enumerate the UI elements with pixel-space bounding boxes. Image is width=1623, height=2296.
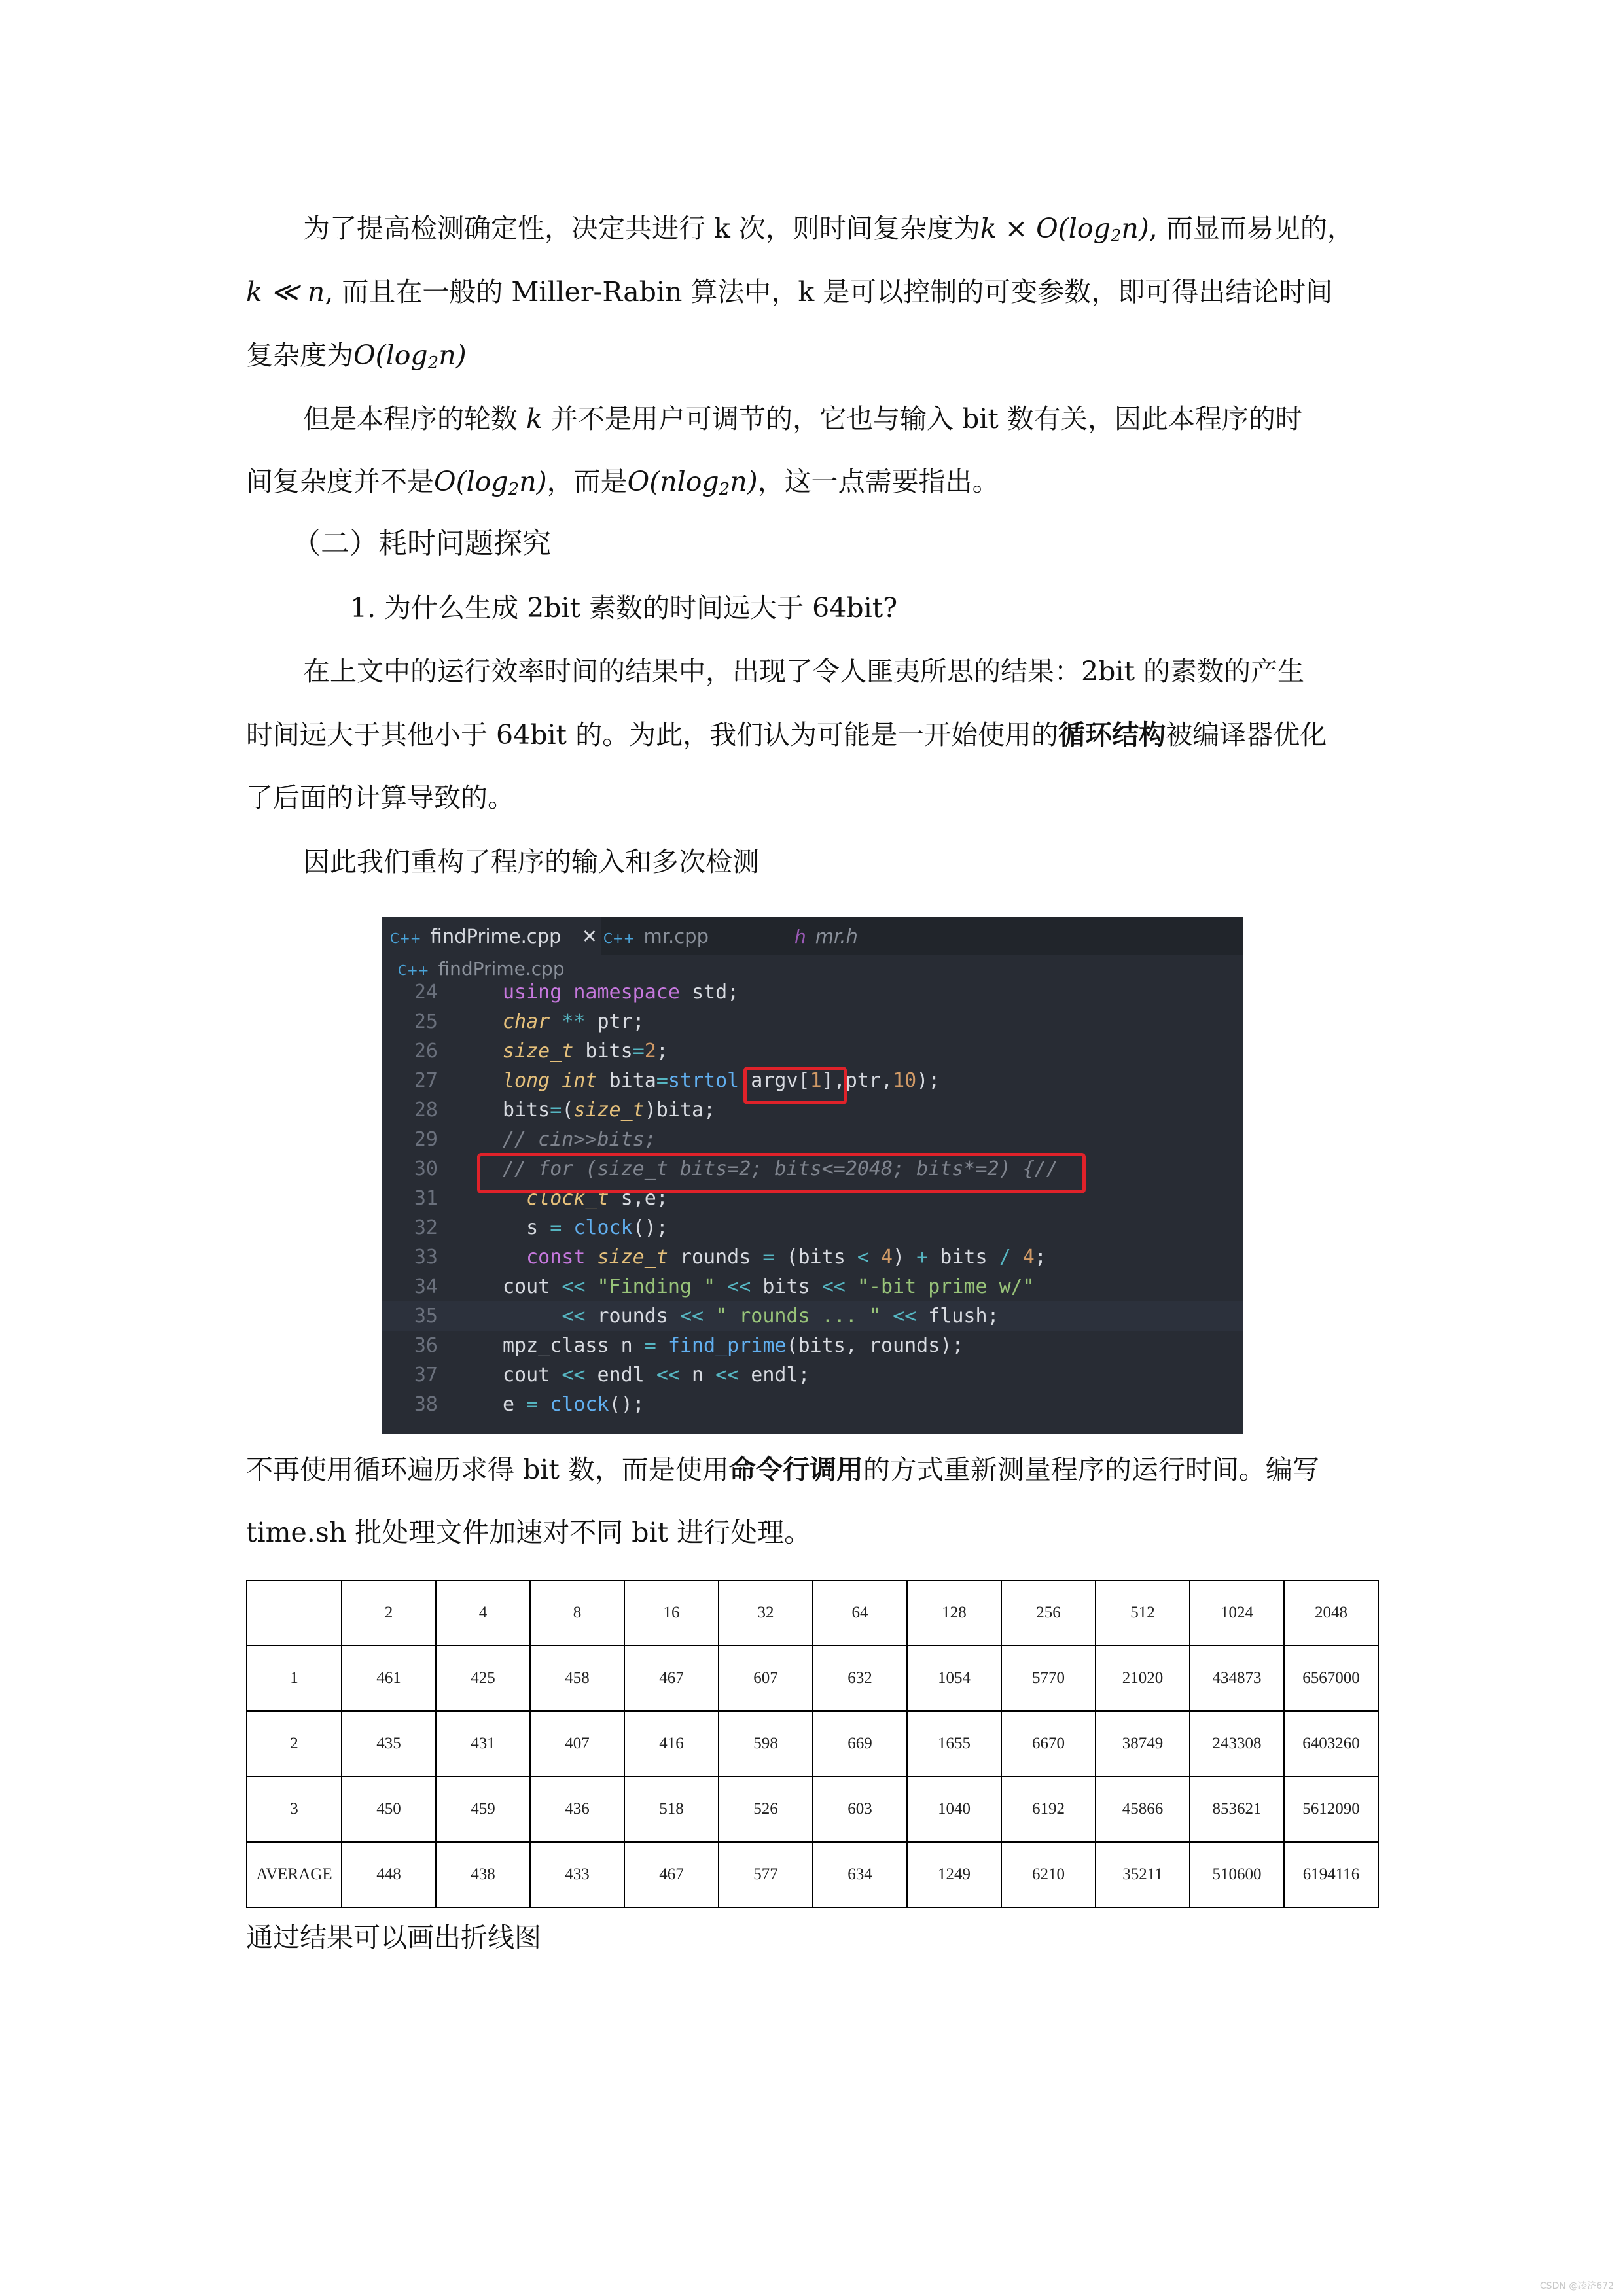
paragraph-line-2 <box>246 276 1378 308</box>
paragraph-line-8: 了后面的计算导致的。 <box>246 782 514 813</box>
table-header-cell: 512 <box>1096 1580 1190 1646</box>
table-row-label: 2 <box>247 1711 342 1776</box>
code-line: 32 s = clock(); <box>414 1216 668 1239</box>
table-cell: 434873 <box>1190 1646 1284 1711</box>
tab-label: findPrime.cpp <box>430 925 562 947</box>
text-segment: ，而是 <box>546 466 628 497</box>
highlight-box-for-loop <box>477 1153 1086 1193</box>
table-cell: 6192 <box>1001 1776 1096 1842</box>
text-segment: 时间远大于其他小于 64bit 的。为此，我们认为可能是一开始使用的 <box>246 719 1059 751</box>
code-line: 38 e = clock(); <box>414 1393 645 1416</box>
bold-term: 循环结构 <box>1058 719 1166 751</box>
table-cell: 450 <box>342 1776 436 1842</box>
table-row <box>247 1776 1378 1842</box>
highlight-box-argv <box>743 1067 847 1104</box>
table-header-cell: 8 <box>530 1580 624 1646</box>
tab-mr-h[interactable] <box>794 917 925 955</box>
table-header-cell: 64 <box>813 1580 907 1646</box>
table-cell: 416 <box>624 1711 719 1776</box>
table-row <box>247 1711 1378 1776</box>
table-cell: 407 <box>530 1711 624 1776</box>
table-cell: 1249 <box>907 1842 1001 1907</box>
table-cell: 634 <box>813 1842 907 1907</box>
table-cell: 603 <box>813 1776 907 1842</box>
tab-label: mr.cpp <box>643 925 709 947</box>
text-segment: , 而且在一般的 Miller-Rabin 算法中，k 是可以控制的可变参数，即可得出结论时间 <box>325 276 1333 308</box>
paragraph-line-3 <box>246 340 1378 379</box>
table-cell: 6670 <box>1001 1711 1096 1776</box>
table-header-cell: 256 <box>1001 1580 1096 1646</box>
text-segment: 但是本程序的轮数 <box>303 403 527 434</box>
text-segment: 被编译器优化 <box>1166 719 1327 751</box>
code-line: 35 << rounds << " rounds ... " << flush; <box>382 1301 1243 1331</box>
table-header-cell: 4 <box>436 1580 530 1646</box>
table-row-label: 1 <box>247 1646 342 1711</box>
tab-findprime[interactable] <box>382 917 601 955</box>
table-cell: 669 <box>813 1711 907 1776</box>
code-line: 30 // for (size_t bits=2; bits<=2048; bits*=2) {// <box>414 1157 1058 1180</box>
table-cell: 6403260 <box>1284 1711 1378 1776</box>
header-file-icon: h <box>794 926 806 947</box>
table-header-cell: 2 <box>342 1580 436 1646</box>
paragraph-line-7 <box>246 719 1378 751</box>
table-cell: 438 <box>436 1842 530 1907</box>
table-cell: 35211 <box>1096 1842 1190 1907</box>
text-segment: 间复杂度并不是 <box>246 466 434 497</box>
table-cell: 6567000 <box>1284 1646 1378 1711</box>
code-line: 24 using namespace std; <box>414 981 740 1004</box>
complexity-formula: $O(\log_2n)$ <box>434 466 547 499</box>
table-cell: 425 <box>436 1646 530 1711</box>
table-cell: 467 <box>624 1842 719 1907</box>
table-cell: 632 <box>813 1646 907 1711</box>
paragraph-line-4 <box>303 403 1435 434</box>
paragraph-line-5 <box>246 466 1378 505</box>
complexity-formula: O(nlog$_2$n) <box>627 466 758 499</box>
table-row-label: AVERAGE <box>247 1842 342 1907</box>
table-row <box>247 1646 1378 1711</box>
tab-mr-cpp[interactable] <box>603 917 774 955</box>
code-line: 27 long int bita=strtol(argv[1],ptr,10); <box>414 1069 940 1092</box>
text-segment: 的方式重新测量程序的运行时间。编写 <box>863 1454 1319 1485</box>
table-header-cell: 32 <box>719 1580 813 1646</box>
table-cell: 467 <box>624 1646 719 1711</box>
table-header-cell: 128 <box>907 1580 1001 1646</box>
bold-term: 命令行调用 <box>728 1454 863 1485</box>
text-segment: 并不是用户可调节的，它也与输入 bit 数有关，因此本程序的时 <box>542 403 1302 434</box>
paragraph-line-12: 通过结果可以画出折线图 <box>246 1922 541 1953</box>
complexity-formula: $k \times O(\log_2n)$ <box>980 213 1149 246</box>
paragraph-line-10 <box>246 1454 1378 1485</box>
paragraph-line-1 <box>303 213 1435 252</box>
table-header-cell: 2048 <box>1284 1580 1378 1646</box>
code-line: 29 // cin>>bits; <box>414 1128 656 1151</box>
code-line: 37 cout << endl << n << endl; <box>414 1364 810 1386</box>
table-cell: 5770 <box>1001 1646 1096 1711</box>
table-cell: 518 <box>624 1776 719 1842</box>
table-cell: 5612090 <box>1284 1776 1378 1842</box>
table-cell: 598 <box>719 1711 813 1776</box>
code-line: 25 char ** ptr; <box>414 1010 645 1033</box>
table-header-cell: 16 <box>624 1580 719 1646</box>
text-segment: 复杂度为 <box>246 340 353 371</box>
table-cell: 435 <box>342 1711 436 1776</box>
table-cell: 1655 <box>907 1711 1001 1776</box>
table-cell: 1040 <box>907 1776 1001 1842</box>
table-cell: 510600 <box>1190 1842 1284 1907</box>
code-line: 33 const size_t rounds = (bits < 4) + bits / 4; <box>414 1246 1046 1269</box>
table-row-label: 3 <box>247 1776 342 1842</box>
table-cell: 6194116 <box>1284 1842 1378 1907</box>
code-line: 26 size_t bits=2; <box>414 1040 668 1063</box>
paragraph-line-9: 因此我们重构了程序的输入和多次检测 <box>303 846 759 877</box>
variable-k: k <box>526 403 543 434</box>
table-cell: 607 <box>719 1646 813 1711</box>
table-cell: 38749 <box>1096 1711 1190 1776</box>
table-header-row <box>247 1580 1378 1646</box>
cpp-file-icon: C++ <box>398 963 429 978</box>
sub-heading: 1. 为什么生成 2bit 素数的时间远大于 64bit? <box>350 592 898 624</box>
section-heading: （二）耗时问题探究 <box>292 527 551 560</box>
inequality-formula: k ≪ n <box>246 276 325 308</box>
table-cell: 436 <box>530 1776 624 1842</box>
code-line: 36 mpz_class n = find_prime(bits, rounds); <box>414 1334 964 1357</box>
paragraph-line-6: 在上文中的运行效率时间的结果中，出现了令人匪夷所思的结果：2bit 的素数的产生 <box>303 656 1304 687</box>
table-cell: 431 <box>436 1711 530 1776</box>
table-row <box>247 1842 1378 1907</box>
text-segment: 不再使用循环遍历求得 bit 数，而是使用 <box>246 1454 729 1485</box>
editor-tab-bar <box>382 917 1243 955</box>
close-icon[interactable]: ✕ <box>581 925 598 947</box>
cpp-file-icon: C++ <box>390 930 421 946</box>
text-segment: 为了提高检测确定性，决定共进行 k 次，则时间复杂度为 <box>303 213 980 244</box>
paragraph-line-11: time.sh 批处理文件加速对不同 bit 进行处理。 <box>246 1517 812 1548</box>
table-cell: 459 <box>436 1776 530 1842</box>
code-editor-screenshot <box>382 917 1243 1434</box>
tab-label: mr.h <box>815 925 858 947</box>
complexity-formula: $O(\log_2n)$ <box>353 340 467 373</box>
breadcrumb-label: findPrime.cpp <box>438 958 565 980</box>
table-cell: 458 <box>530 1646 624 1711</box>
table-cell: 526 <box>719 1776 813 1842</box>
table-header-cell: 1024 <box>1190 1580 1284 1646</box>
table-cell: 21020 <box>1096 1646 1190 1711</box>
text-segment: , 而显而易见的， <box>1149 213 1354 244</box>
table-cell: 45866 <box>1096 1776 1190 1842</box>
table-cell: 448 <box>342 1842 436 1907</box>
code-line: 28 bits=(size_t)bita; <box>414 1099 716 1122</box>
table-cell: 577 <box>719 1842 813 1907</box>
table-cell: 433 <box>530 1842 624 1907</box>
watermark: CSDN @凌济672 <box>1539 2281 1614 2291</box>
table-cell: 243308 <box>1190 1711 1284 1776</box>
table-header-cell <box>247 1580 342 1646</box>
table-cell: 1054 <box>907 1646 1001 1711</box>
cpp-file-icon: C++ <box>603 930 635 946</box>
table-cell: 461 <box>342 1646 436 1711</box>
table-cell: 6210 <box>1001 1842 1096 1907</box>
text-segment: ，这一点需要指出。 <box>757 466 999 497</box>
code-line: 31 clock_t s,e; <box>414 1187 668 1210</box>
timing-table <box>246 1580 1379 1908</box>
code-line: 34 cout << "Finding " << bits << "-bit prime w/" <box>414 1275 1035 1298</box>
table-cell: 853621 <box>1190 1776 1284 1842</box>
